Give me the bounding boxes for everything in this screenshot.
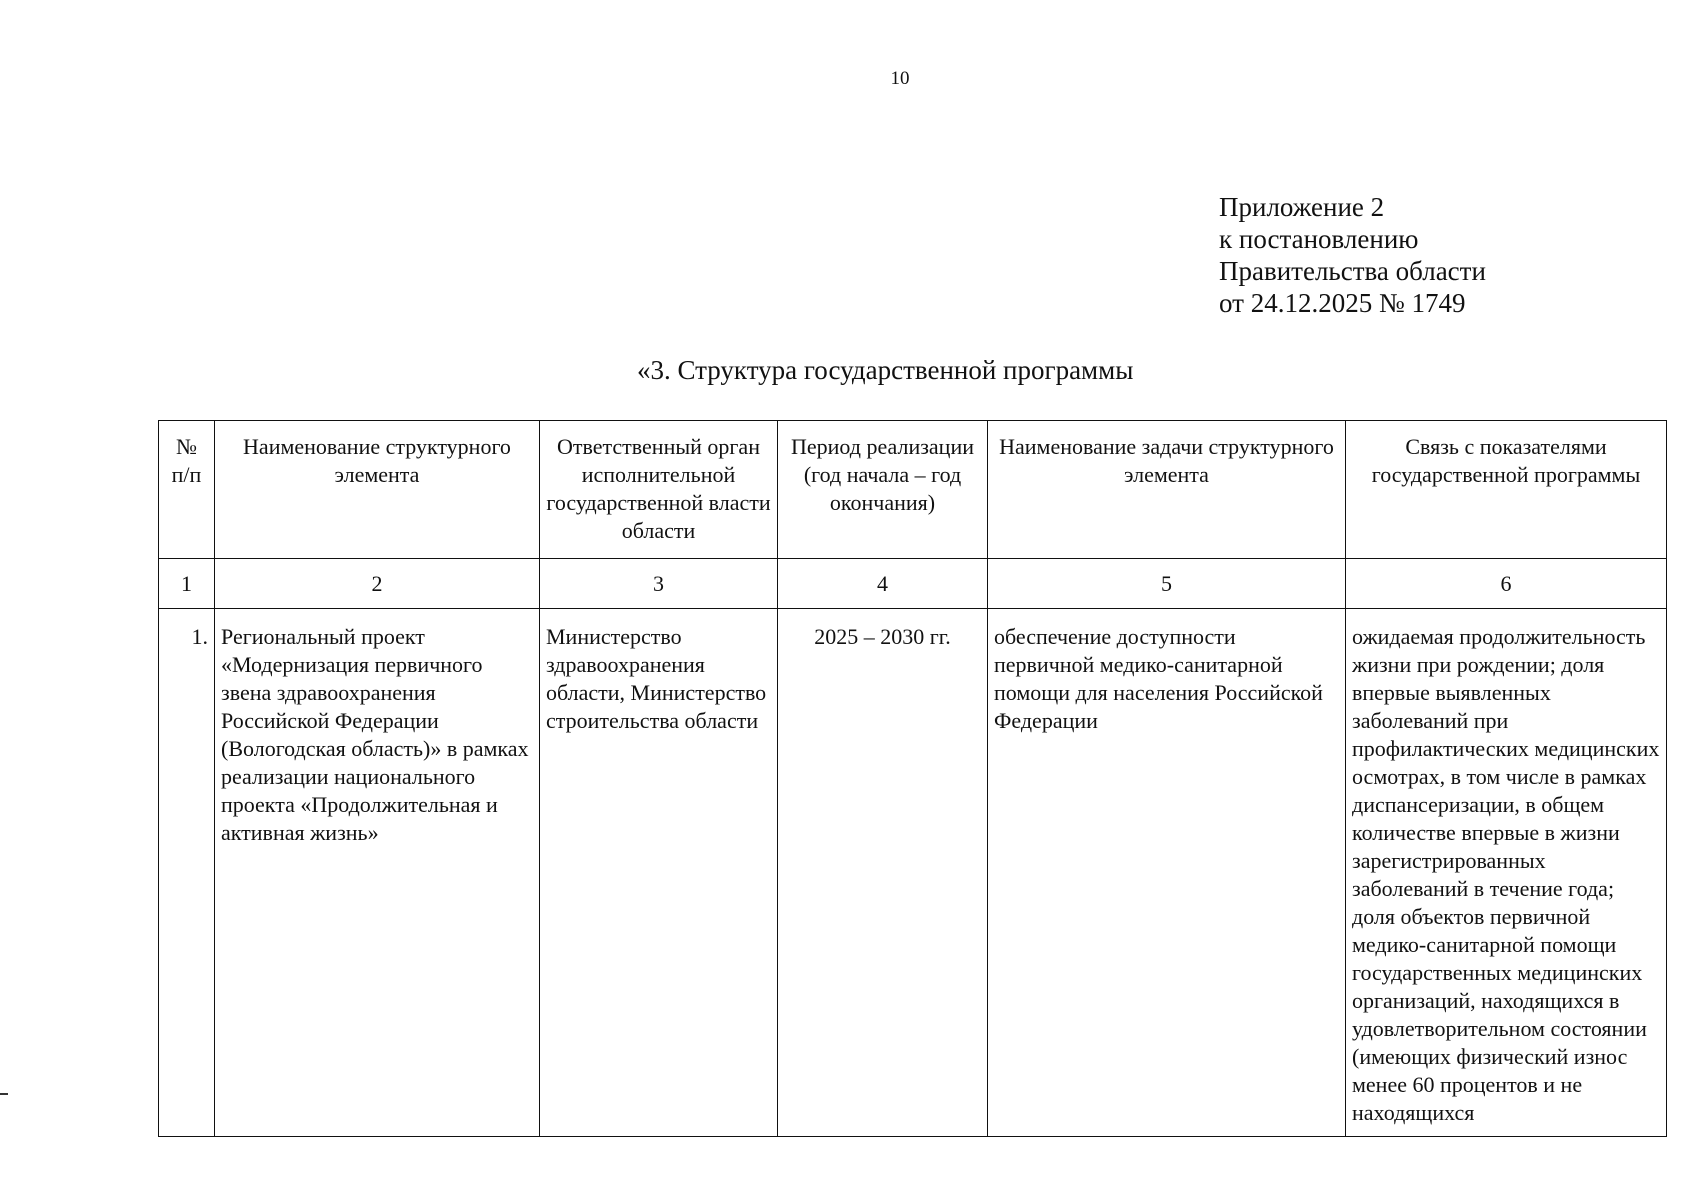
header-cell-element: Наименование структурного элемента	[215, 421, 540, 559]
appendix-line: Правительства области	[1219, 256, 1486, 286]
table-row	[159, 609, 1667, 1137]
section-title: «3. Структура государственной программы	[637, 355, 1134, 385]
column-number-cell: 1	[159, 559, 215, 609]
scan-margin-mark	[0, 1093, 8, 1095]
column-number-cell: 3	[540, 559, 778, 609]
table-header-row	[159, 421, 1667, 559]
column-numbers-row	[159, 559, 1667, 609]
column-number-cell: 6	[1346, 559, 1667, 609]
program-structure-table	[158, 420, 1667, 1137]
row-task-cell: обеспечение доступности первичной медико-санитарной помощи для населения Российской Федерации	[988, 609, 1346, 1137]
row-element-cell: Региональный проект «Модернизация первичного звена здравоохранения Российской Федерации (Вологодская область)» в рамках реализации национального проекта «Продолжительная и активная жизнь»	[215, 609, 540, 1137]
header-cell-number: № п/п	[159, 421, 215, 559]
row-indicators-cell: ожидаемая продолжительность жизни при рождении; доля впервые выявленных заболеваний при профилактических медицинских осмотрах, в том числе в рамках диспансеризации, в общем количестве впервые в жизни зарегистрированных заболеваний в течение года; доля объектов первичной медико-санитарной помощи государственных медицинских организаций, находящихся в удовлетворительном состоянии (имеющих физический износ менее 60 процентов и не находящихся	[1346, 609, 1667, 1137]
appendix-line: к постановлению	[1219, 224, 1419, 254]
row-organ-cell: Министерство здравоохранения области, Министерство строительства области	[540, 609, 778, 1137]
column-number-cell: 5	[988, 559, 1346, 609]
header-cell-organ: Ответственный орган исполнительной государственной власти области	[540, 421, 778, 559]
appendix-line: Приложение 2	[1219, 192, 1385, 222]
row-number-cell: 1.	[159, 609, 215, 1137]
header-cell-period: Период реализации (год начала – год окончания)	[778, 421, 988, 559]
appendix-line: от 24.12.2025 № 1749	[1219, 288, 1466, 318]
column-number-cell: 4	[778, 559, 988, 609]
page-number: 10	[890, 68, 910, 89]
appendix-block	[1219, 191, 1486, 319]
header-cell-task: Наименование задачи структурного элемента	[988, 421, 1346, 559]
header-cell-indicators: Связь с показателями государственной программы	[1346, 421, 1667, 559]
row-period-cell: 2025 – 2030 гг.	[778, 609, 988, 1137]
column-number-cell: 2	[215, 559, 540, 609]
